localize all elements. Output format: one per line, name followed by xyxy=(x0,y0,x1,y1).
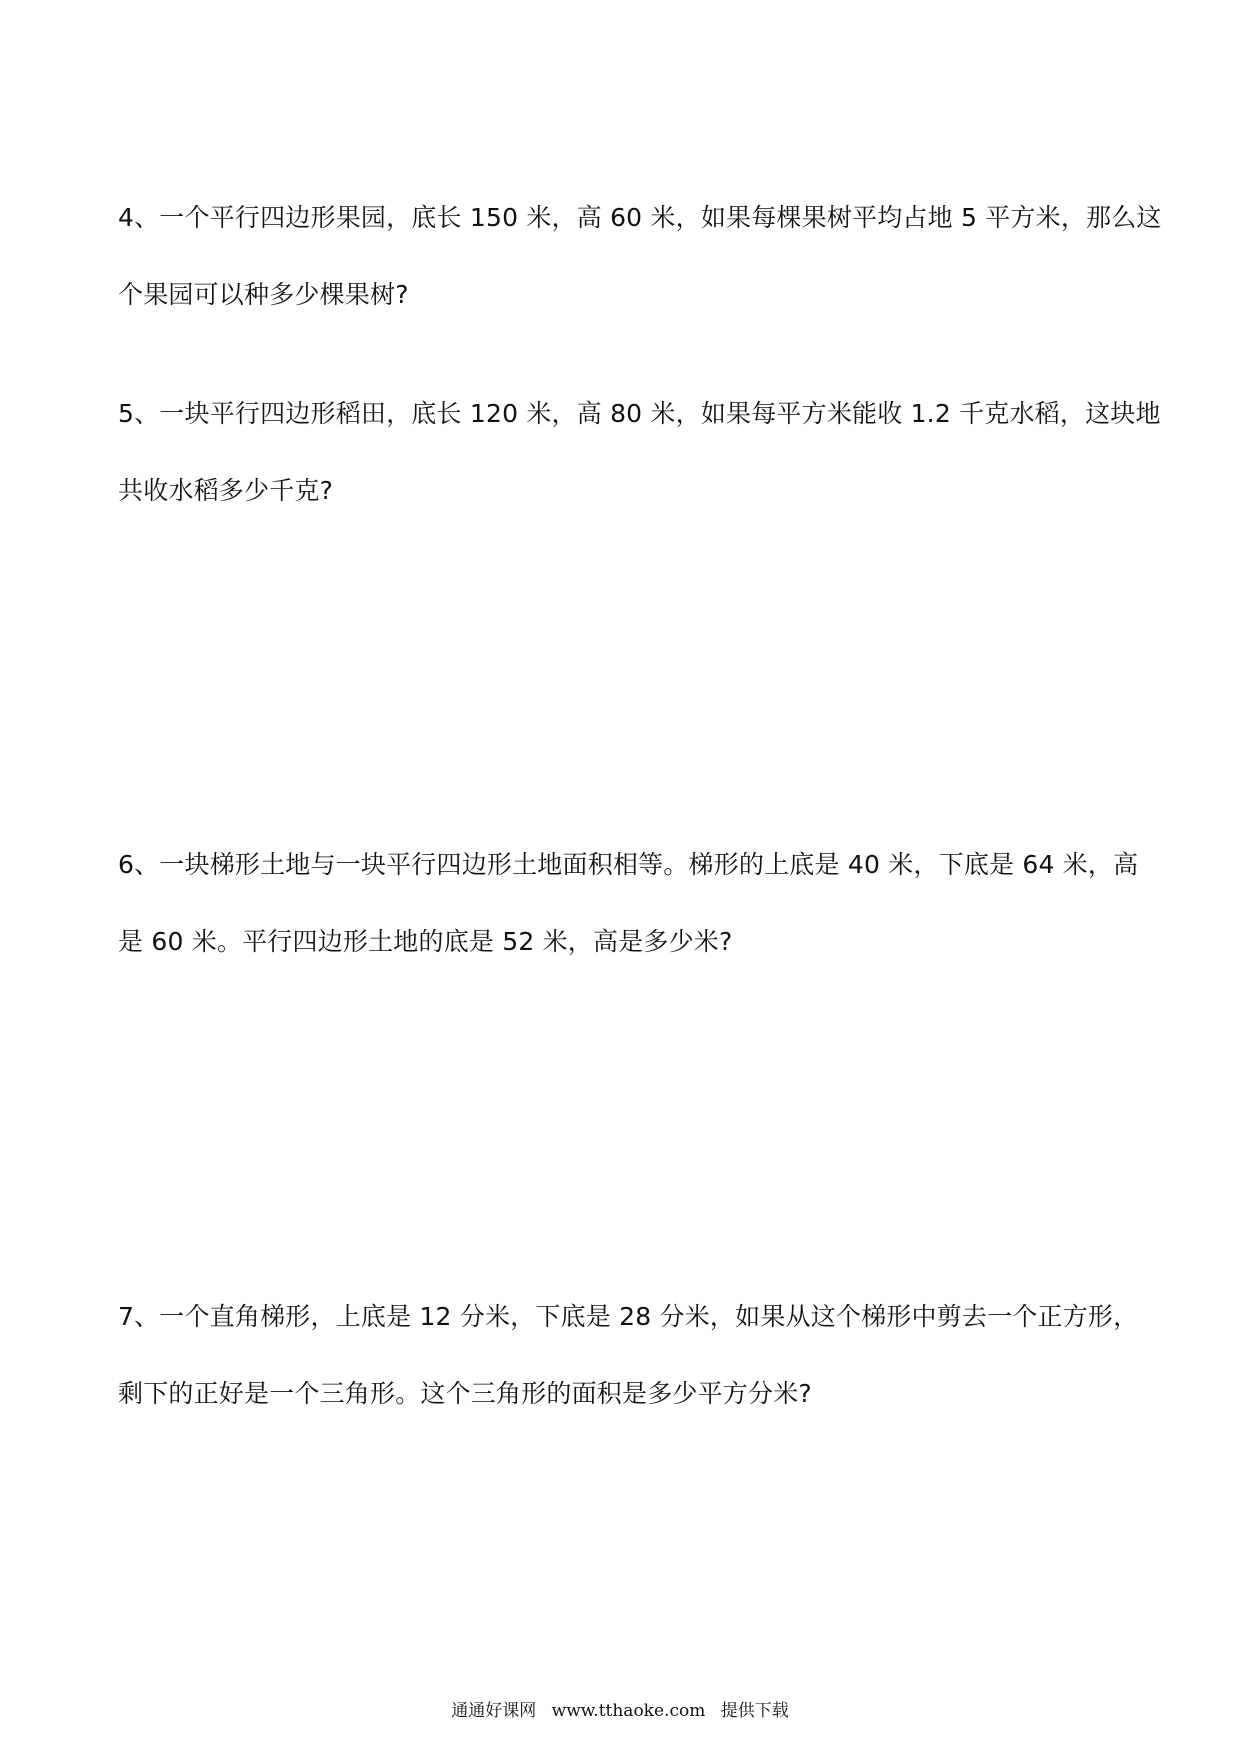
question-5 xyxy=(118,399,1161,506)
question-4-line-2: 个果园可以种多少棵果树? xyxy=(118,280,409,309)
question-4-line-1: 4、一个平行四边形果园，底长 150 米，高 60 米，如果每棵果树平均占地 5 平方米，那么这 xyxy=(118,203,1162,232)
page-footer xyxy=(0,1700,1240,1722)
question-6-line-2: 是 60 米。平行四边形土地的底是 52 米，高是多少米? xyxy=(118,927,733,956)
question-4 xyxy=(118,203,1162,310)
question-7-line-2: 剩下的正好是一个三角形。这个三角形的面积是多少平方分米? xyxy=(118,1379,812,1408)
question-7 xyxy=(118,1302,1139,1409)
footer-url: www.tthaoke.com xyxy=(551,1701,706,1721)
footer-site-name: 通通好课网 xyxy=(451,1701,537,1721)
question-5-line-2: 共收水稻多少千克? xyxy=(118,476,334,505)
footer-suffix: 提供下载 xyxy=(720,1701,789,1721)
question-7-line-1: 7、一个直角梯形，上底是 12 分米，下底是 28 分米，如果从这个梯形中剪去一个正方形， xyxy=(118,1302,1139,1331)
question-6 xyxy=(118,850,1139,957)
question-6-line-1: 6、一块梯形土地与一块平行四边形土地面积相等。梯形的上底是 40 米，下底是 64 米，高 xyxy=(118,850,1139,879)
question-5-line-1: 5、一块平行四边形稻田，底长 120 米，高 80 米，如果每平方米能收 1.2 千克水稻，这块地 xyxy=(118,399,1161,428)
